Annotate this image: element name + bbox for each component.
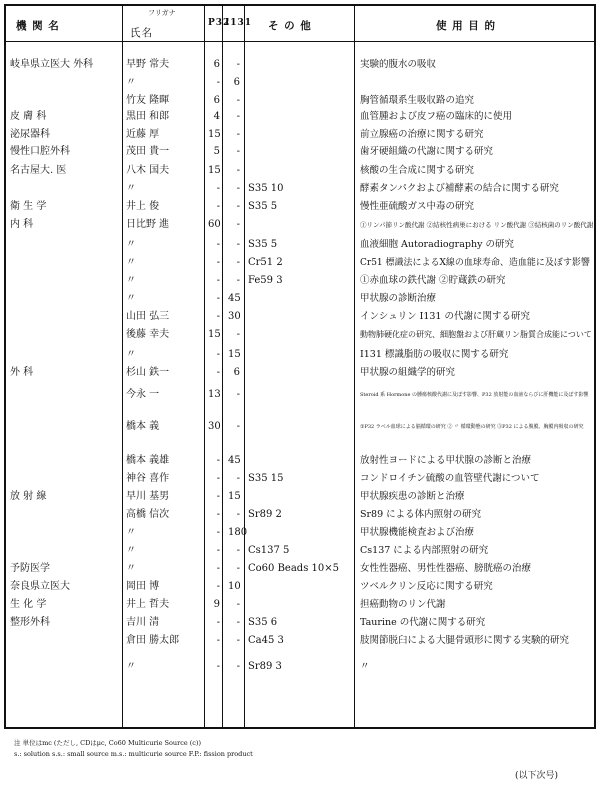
row-other: S35 5	[248, 201, 278, 212]
row-purpose: 女性性器癌、男性性器癌、膀胱癌の治療	[360, 563, 532, 574]
row-institution: 衛 生 学	[10, 201, 47, 212]
row-p32: -	[216, 581, 220, 592]
row-institution: 皮 膚 科	[10, 111, 47, 122]
row-name: 〃	[126, 275, 136, 286]
row-name: 倉田 勝太郎	[126, 635, 180, 646]
row-name: 〃	[126, 77, 136, 88]
row-p32: -	[216, 367, 220, 378]
row-purpose: 前立腺癌の治療に関する研究	[360, 129, 484, 140]
row-name: 〃	[126, 293, 136, 304]
row-institution: 外 科	[10, 367, 34, 378]
row-purpose: 血管腫および皮フ癌の臨床的に使用	[360, 111, 513, 122]
row-name: 〃	[126, 545, 136, 556]
table-header	[6, 6, 594, 42]
row-purpose: 慢性亜硫酸ガス中毒の研究	[360, 201, 475, 212]
footnote-units: 注 単位はmc (ただし, CDはμc, Co60 Multicurie Source (c))	[14, 739, 202, 747]
row-purpose: ツベルクリン反応に関する研究	[360, 581, 493, 592]
row-other: Cr51 2	[248, 257, 283, 268]
row-purpose: 放射性ヨードによる甲状腺の診断と治療	[360, 455, 532, 466]
row-p32: -	[216, 201, 220, 212]
row-other: Co60 Beads 10×5	[248, 563, 339, 574]
row-institution: 予防医学	[10, 563, 50, 574]
row-p32: -	[216, 617, 220, 628]
row-i131: -	[236, 635, 240, 646]
row-other: Sr89 2	[248, 509, 282, 520]
row-p32: 4	[213, 111, 220, 122]
table-row	[6, 544, 594, 558]
row-p32: -	[216, 183, 220, 194]
row-p32: 9	[213, 599, 220, 610]
row-i131: -	[236, 563, 240, 574]
row-p32: 15	[208, 329, 221, 340]
table-row	[6, 490, 594, 504]
isotope-usage-table	[4, 4, 596, 729]
row-other: Cs137 5	[248, 545, 290, 556]
footnote-abbrev: s.: solution s.s.: small source m.s.: multicurie source F.P.: fission product	[14, 750, 253, 758]
row-i131: -	[236, 219, 240, 230]
row-institution: 整形外科	[10, 617, 50, 628]
header-p32: P32	[208, 18, 231, 28]
row-other: S35 10	[248, 183, 284, 194]
row-p32: -	[216, 311, 220, 322]
table-row	[6, 348, 594, 362]
row-p32: -	[216, 545, 220, 556]
row-name: 〃	[126, 563, 136, 574]
table-row	[6, 454, 594, 468]
row-purpose: 動物肺硬化症の研究、細胞盤および肝蔵リン脂質合成能について	[360, 330, 592, 339]
row-i131: -	[236, 201, 240, 212]
row-purpose: インシュリン I131 の代謝に関する研究	[360, 311, 530, 322]
row-purpose: 血液細胞 Autoradiography の研究	[360, 239, 514, 250]
row-purpose: 肢関節脱臼による大腿骨頭形に関する実験的研究	[360, 635, 570, 646]
header-institution: 機 関 名	[16, 20, 60, 32]
row-purpose: Sr89 による体内照射の研究	[360, 509, 482, 520]
row-i131: 10	[228, 581, 241, 592]
row-name: 橋本 義	[126, 421, 160, 432]
row-purpose: 〃	[360, 661, 370, 672]
row-p32: 15	[208, 165, 221, 176]
row-name: 今永 一	[126, 389, 160, 400]
row-i131: 45	[228, 293, 241, 304]
row-name: 日比野 進	[126, 219, 170, 230]
table-row	[6, 420, 594, 434]
row-other: Ca45 3	[248, 635, 284, 646]
row-p32: -	[216, 455, 220, 466]
row-name: 橋本 義雄	[126, 455, 170, 466]
row-i131: 6	[233, 77, 240, 88]
row-purpose: Steroid 系 Hormone の腫瘍核酸代謝に及ぼす影響、P32 放射能の血液ならびに肝機能に及ぼす影響	[360, 392, 589, 398]
row-institution: 放 射 線	[10, 491, 47, 502]
row-i131: -	[236, 617, 240, 628]
row-p32: 6	[213, 95, 220, 106]
row-p32: -	[216, 293, 220, 304]
table-row	[6, 580, 594, 594]
header-name: 氏名	[130, 27, 153, 39]
row-name: 高橋 信次	[126, 509, 170, 520]
row-name: 早野 常夫	[126, 59, 170, 70]
row-i131: -	[236, 146, 240, 157]
table-row	[6, 366, 594, 380]
row-purpose: ①リンパ節リン酸代謝 ②結核性病巣における リン酸代謝 ③結核菌のリン酸代謝	[360, 221, 594, 229]
row-purpose: ①P32 ラベル血球による脳循環の研究 ② 〃 循環動態の研究 ③P32 による腹膜、胸膜内吸収の研究	[360, 424, 584, 430]
row-other: S35 5	[248, 239, 278, 250]
table-row	[6, 660, 594, 674]
row-purpose: 甲状腺機能検査および治療	[360, 527, 475, 538]
table-row	[6, 328, 594, 342]
row-purpose: Cs137 による内部照射の研究	[360, 545, 489, 556]
row-p32: 15	[208, 129, 221, 140]
row-purpose: 実験的腹水の吸収	[360, 59, 437, 70]
table-row	[6, 238, 594, 252]
row-p32: 60	[208, 219, 221, 230]
row-name: 〃	[126, 183, 136, 194]
row-name: 吉川 清	[126, 617, 160, 628]
table-row	[6, 94, 594, 108]
table-row	[6, 388, 594, 402]
row-purpose: 歯牙硬組織の代謝に関する研究	[360, 146, 494, 157]
row-purpose: コンドロイチン硫酸の血管壁代謝について	[360, 473, 540, 484]
row-purpose: 甲状腺の診断治療	[360, 293, 437, 304]
row-name: 竹友 隆暉	[126, 95, 170, 106]
table-row	[6, 634, 594, 648]
row-institution: 慢性口腔外科	[10, 146, 70, 157]
row-i131: -	[236, 95, 240, 106]
table-row	[6, 200, 594, 214]
row-name: 八木 国夫	[126, 165, 170, 176]
row-name: 岡田 博	[126, 581, 160, 592]
table-row	[6, 472, 594, 486]
row-p32: -	[216, 349, 220, 360]
row-i131: -	[236, 129, 240, 140]
row-i131: -	[236, 165, 240, 176]
row-i131: -	[236, 509, 240, 520]
row-i131: -	[236, 389, 240, 400]
row-name: 〃	[126, 257, 136, 268]
table-row	[6, 310, 594, 324]
row-i131: 6	[233, 367, 240, 378]
table-row	[6, 562, 594, 576]
row-institution: 名古屋大. 医	[10, 165, 67, 176]
row-name: 黒田 和郎	[126, 111, 170, 122]
header-purpose: 使 用 目 的	[436, 20, 496, 32]
row-purpose: 甲状腺疾患の診断と治療	[360, 491, 465, 502]
header-other: そ の 他	[268, 20, 312, 32]
row-other: Fe59 3	[248, 275, 283, 286]
row-i131: 45	[228, 455, 241, 466]
row-i131: -	[236, 111, 240, 122]
row-i131: -	[236, 599, 240, 610]
row-i131: -	[236, 275, 240, 286]
row-name: 山田 弘三	[126, 311, 170, 322]
continued-note: (以下次号)	[514, 771, 558, 781]
table-row	[6, 508, 594, 522]
row-purpose: 甲状腺の組織学的研究	[360, 367, 456, 378]
table-row	[6, 292, 594, 306]
row-p32: 30	[208, 421, 221, 432]
row-name: 早川 基男	[126, 491, 170, 502]
row-purpose: ①赤血球の鉄代謝 ②貯蔵鉄の研究	[360, 275, 506, 286]
row-i131: -	[236, 257, 240, 268]
row-i131: -	[236, 59, 240, 70]
row-institution: 奈良県立医大	[10, 581, 70, 592]
table-row	[6, 164, 594, 178]
row-i131: -	[236, 239, 240, 250]
row-p32: 13	[208, 389, 221, 400]
row-i131: -	[236, 473, 240, 484]
table-row	[6, 110, 594, 124]
row-institution: 内 科	[10, 219, 34, 230]
header-i131: I131	[225, 18, 252, 28]
row-name: 近藤 厚	[126, 129, 160, 140]
table-row	[6, 58, 594, 72]
row-name: 〃	[126, 239, 136, 250]
row-name: 井上 哲夫	[126, 599, 170, 610]
row-i131: -	[236, 183, 240, 194]
row-name: 後藤 幸夫	[126, 329, 170, 340]
row-p32: -	[216, 257, 220, 268]
row-p32: -	[216, 239, 220, 250]
row-i131: 180	[228, 527, 248, 538]
table-row	[6, 76, 594, 90]
row-p32: -	[216, 661, 220, 672]
row-institution: 泌尿器科	[10, 129, 50, 140]
row-p32: -	[216, 275, 220, 286]
row-p32: -	[216, 491, 220, 502]
table-row	[6, 274, 594, 288]
row-name: 茂田 貴一	[126, 146, 170, 157]
table-row	[6, 598, 594, 612]
row-p32: 5	[213, 146, 220, 157]
row-i131: -	[236, 661, 240, 672]
row-i131: -	[236, 329, 240, 340]
row-i131: -	[236, 545, 240, 556]
table-row	[6, 256, 594, 270]
row-p32: -	[216, 527, 220, 538]
row-p32: -	[216, 77, 220, 88]
row-i131: 30	[228, 311, 241, 322]
row-name: 杉山 鉄一	[126, 367, 170, 378]
row-p32: -	[216, 563, 220, 574]
row-name: 〃	[126, 661, 136, 672]
table-row	[6, 218, 594, 232]
row-purpose: 核酸の生合成に関する研究	[360, 165, 475, 176]
row-i131: -	[236, 421, 240, 432]
table-row	[6, 182, 594, 196]
row-name: 〃	[126, 527, 136, 538]
row-other: S35 6	[248, 617, 278, 628]
row-purpose: Cr51 標識法によるX線の血球寿命、造血能に及ぼす影響	[360, 258, 590, 268]
row-institution: 岐阜県立医大 外科	[10, 59, 94, 70]
row-i131: 15	[228, 491, 241, 502]
header-name-kana: フリガナ	[148, 9, 176, 17]
table-row	[6, 616, 594, 630]
row-name: 〃	[126, 349, 136, 360]
row-name: 井上 俊	[126, 201, 160, 212]
table-row	[6, 128, 594, 142]
table-row	[6, 145, 594, 159]
row-purpose: Taurine の代謝に関する研究	[360, 617, 486, 628]
row-purpose: 胸管循環系生吸収路の追究	[360, 95, 475, 106]
row-i131: 15	[228, 349, 241, 360]
row-other: S35 15	[248, 473, 284, 484]
row-purpose: I131 標識脂肪の吸収に関する研究	[360, 349, 509, 360]
row-p32: 6	[213, 59, 220, 70]
row-institution: 生 化 学	[10, 599, 47, 610]
row-p32: -	[216, 635, 220, 646]
row-other: Sr89 3	[248, 661, 282, 672]
table-row	[6, 526, 594, 540]
row-purpose: 酵素タンパクおよび補酵素の結合に関する研究	[360, 183, 559, 194]
row-p32: -	[216, 509, 220, 520]
row-p32: -	[216, 473, 220, 484]
row-name: 神谷 喜作	[126, 473, 170, 484]
row-purpose: 担癌動物のリン代謝	[360, 599, 446, 610]
